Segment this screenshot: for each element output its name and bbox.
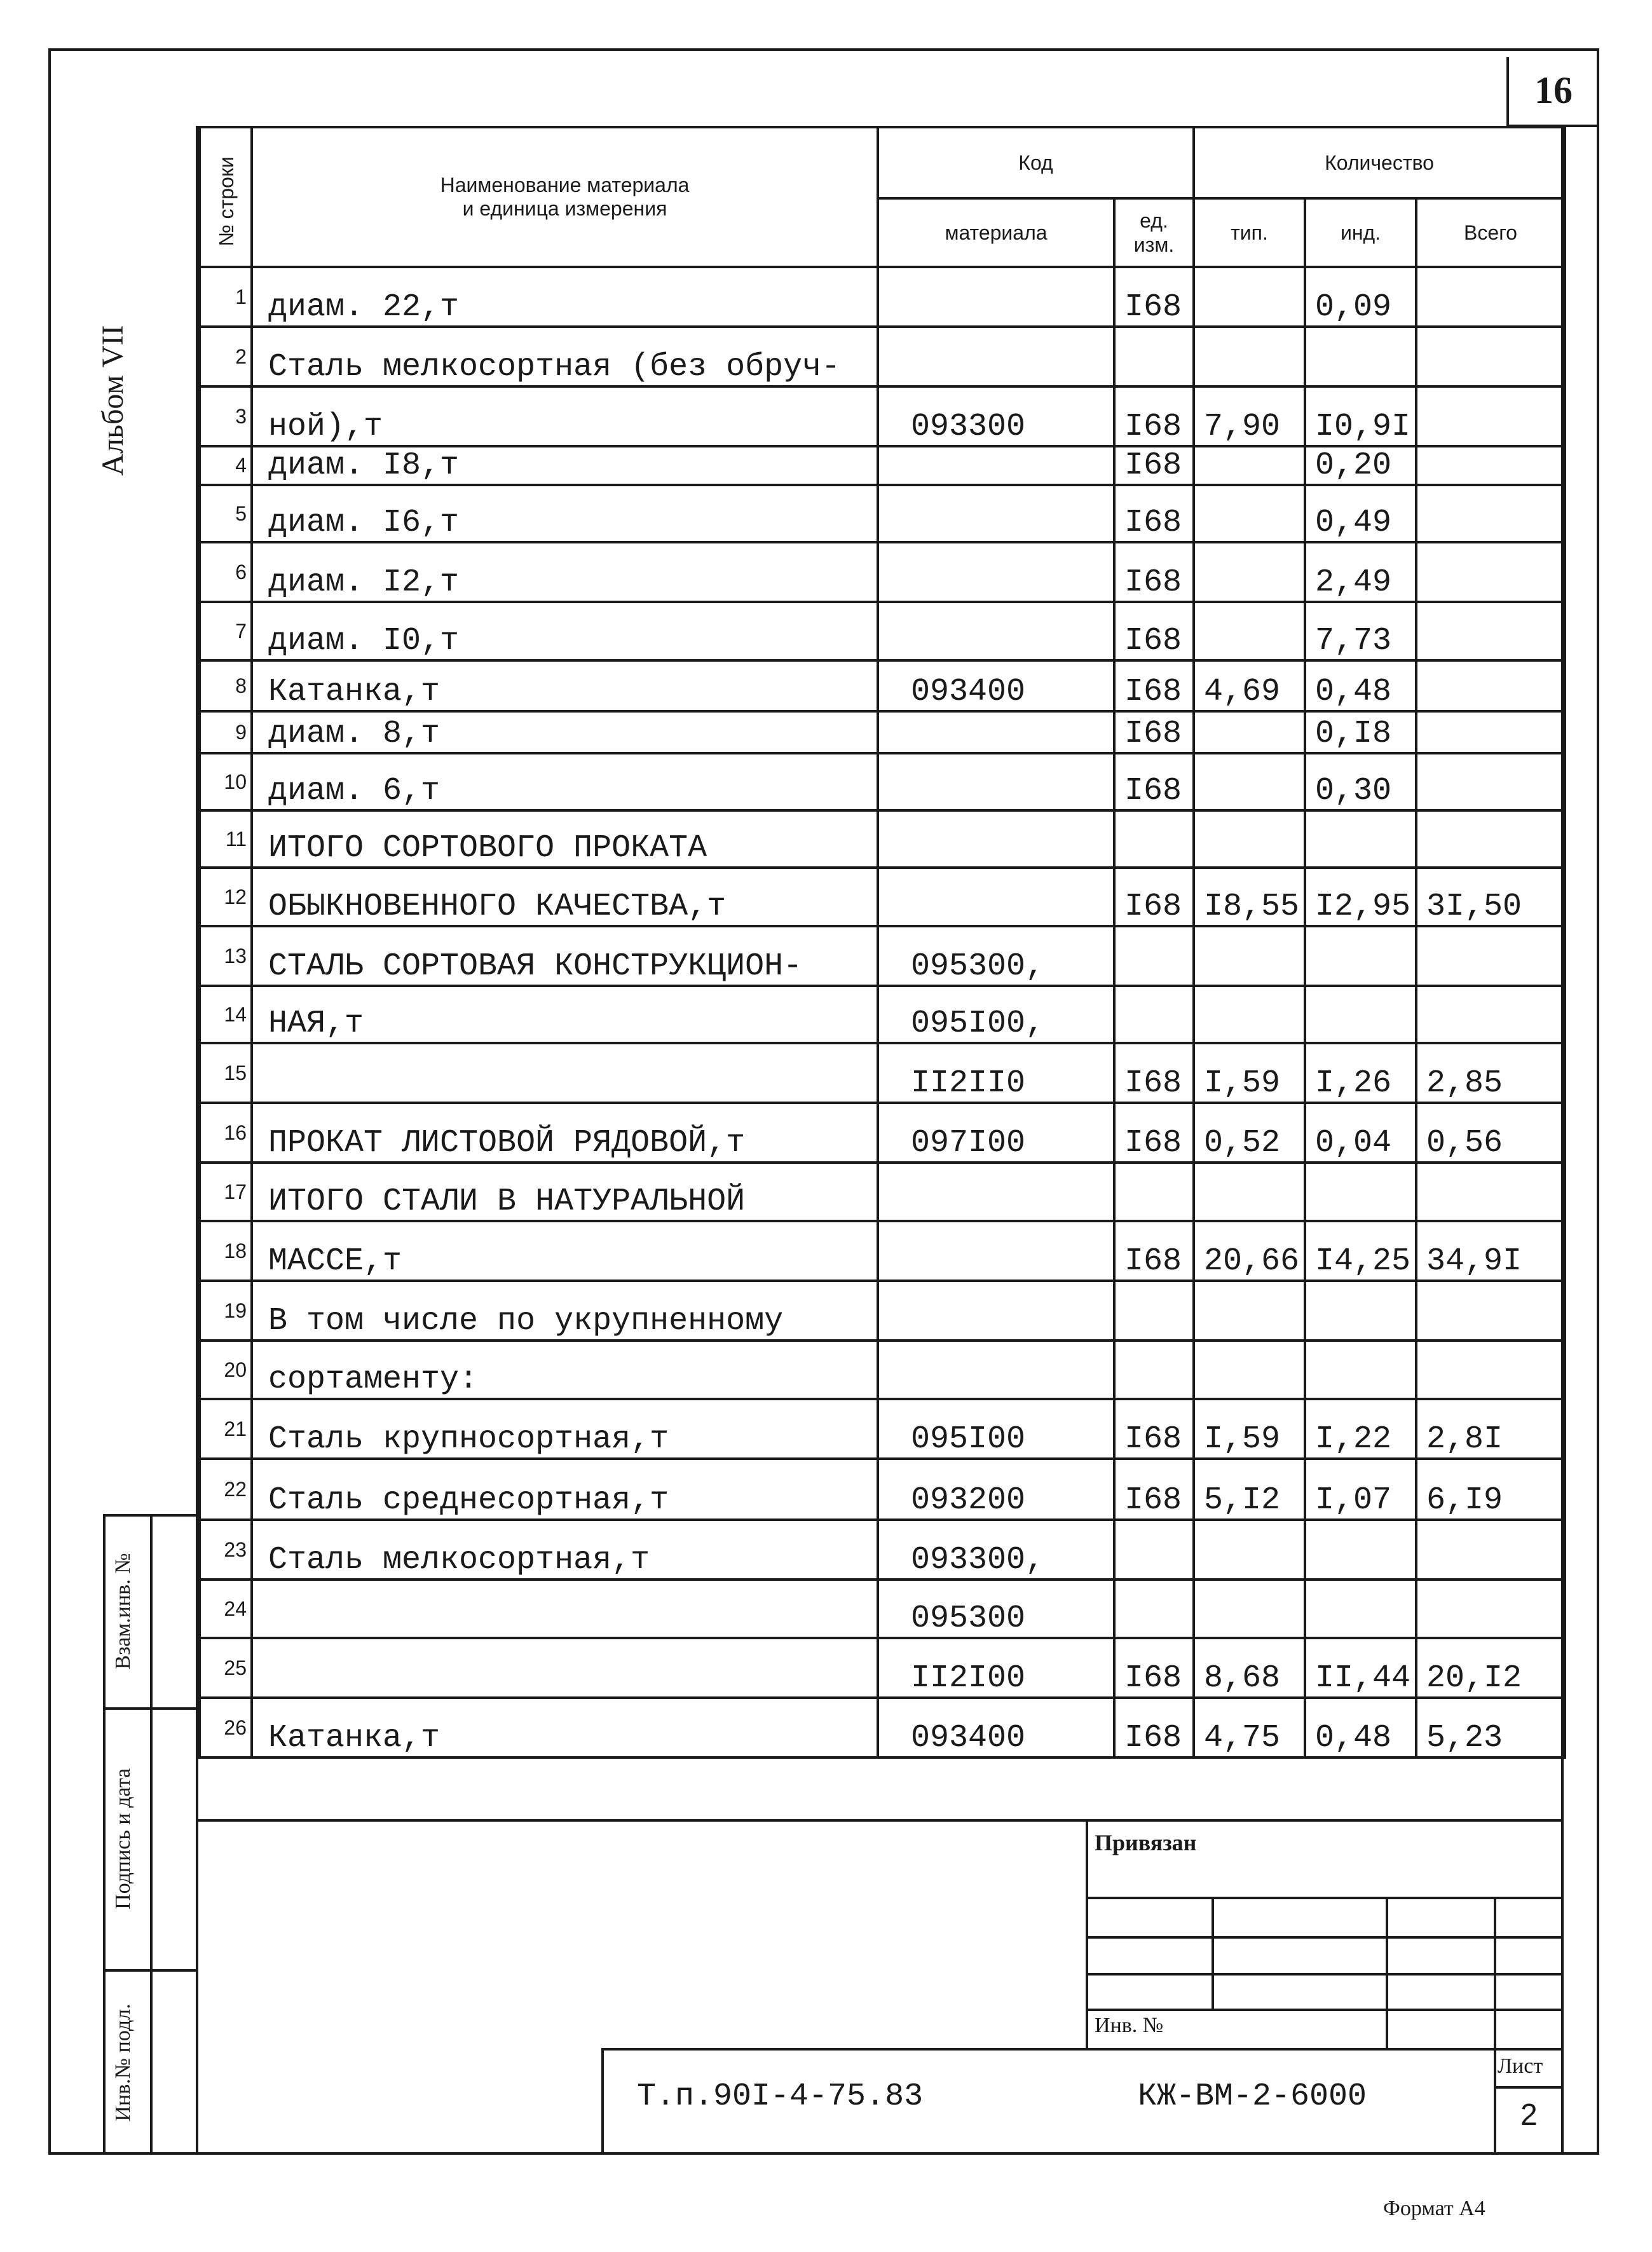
- row-total: 2,8I: [1416, 1399, 1565, 1459]
- row-number: 22: [200, 1459, 252, 1520]
- header-typ: тип.: [1194, 198, 1305, 267]
- row-unit: I68: [1114, 1459, 1194, 1520]
- project-code: Т.п.90I-4-75.83: [637, 2078, 924, 2115]
- row-typ: [1194, 1163, 1305, 1221]
- row-total: [1416, 386, 1565, 446]
- row-total: [1416, 446, 1565, 485]
- row-total: [1416, 926, 1565, 986]
- row-typ: 4,75: [1194, 1698, 1305, 1757]
- row-code: [878, 810, 1114, 868]
- table-row: [200, 1341, 1565, 1399]
- title-block-sheet-left: [1494, 2048, 1496, 2155]
- row-code: 095300,: [878, 926, 1114, 986]
- row-typ: [1194, 810, 1305, 868]
- row-total: 2,85: [1416, 1043, 1565, 1103]
- row-code: [878, 542, 1114, 602]
- row-code: [878, 1281, 1114, 1341]
- row-code: 093400: [878, 660, 1114, 711]
- row-ind: [1305, 810, 1416, 868]
- row-ind: [1305, 1281, 1416, 1341]
- title-block-top: [601, 2048, 1564, 2051]
- header-quantity: Количество: [1194, 127, 1565, 198]
- table-row: [200, 1163, 1565, 1221]
- row-unit: I68: [1114, 1399, 1194, 1459]
- row-total: [1416, 810, 1565, 868]
- row-number: 2: [200, 327, 252, 386]
- table-row: [200, 1221, 1565, 1281]
- row-number: 13: [200, 926, 252, 986]
- row-typ: [1194, 1341, 1305, 1399]
- row-code: 093400: [878, 1698, 1114, 1757]
- row-name: [252, 1638, 878, 1698]
- row-ind: 0,30: [1305, 753, 1416, 810]
- row-unit: [1114, 1520, 1194, 1580]
- row-number: 23: [200, 1520, 252, 1580]
- row-code: [878, 1341, 1114, 1399]
- header-ind: инд.: [1305, 198, 1416, 267]
- row-name: В том числе по укрупненному: [252, 1281, 878, 1341]
- table-row: [200, 327, 1565, 386]
- row-ind: 0,48: [1305, 660, 1416, 711]
- row-unit: [1114, 1341, 1194, 1399]
- row-number: 10: [200, 753, 252, 810]
- row-number: 18: [200, 1221, 252, 1281]
- row-ind: [1305, 986, 1416, 1043]
- row-number: 15: [200, 1043, 252, 1103]
- side-stamp-div1: [103, 1707, 198, 1710]
- row-name: диам. I8,т: [252, 446, 878, 485]
- row-typ: 5,I2: [1194, 1459, 1305, 1520]
- row-number: 16: [200, 1103, 252, 1163]
- row-name: Сталь мелкосортная (без обруч-: [252, 327, 878, 386]
- table-row: [200, 753, 1565, 810]
- table-row: [200, 1698, 1565, 1757]
- row-ind: 0,09: [1305, 267, 1416, 327]
- row-typ: [1194, 1281, 1305, 1341]
- table-row: [200, 660, 1565, 711]
- table-row: [200, 542, 1565, 602]
- row-total: [1416, 267, 1565, 327]
- stamp-top-line: [196, 1819, 1564, 1822]
- row-name: диам. 6,т: [252, 753, 878, 810]
- row-number: 7: [200, 602, 252, 660]
- row-ind: [1305, 1341, 1416, 1399]
- row-total: [1416, 1520, 1565, 1580]
- header-row-no-cell: [200, 127, 252, 267]
- row-typ: 4,69: [1194, 660, 1305, 711]
- stamp-grid-v3: [1494, 1897, 1496, 2051]
- row-code: 095I00: [878, 1399, 1114, 1459]
- row-code: [878, 602, 1114, 660]
- table-body: [200, 267, 1565, 1757]
- row-unit: I68: [1114, 868, 1194, 926]
- row-ind: [1305, 926, 1416, 986]
- row-total: [1416, 327, 1565, 386]
- row-unit: I68: [1114, 1698, 1194, 1757]
- row-total: [1416, 660, 1565, 711]
- row-number: 9: [200, 711, 252, 753]
- row-unit: [1114, 1163, 1194, 1221]
- row-number: 20: [200, 1341, 252, 1399]
- row-name: диам. 8,т: [252, 711, 878, 753]
- row-ind: I4,25: [1305, 1221, 1416, 1281]
- row-name: диам. I2,т: [252, 542, 878, 602]
- row-code: [878, 1163, 1114, 1221]
- table-row: [200, 485, 1565, 542]
- table-row: [200, 986, 1565, 1043]
- row-typ: [1194, 986, 1305, 1043]
- row-name: МАССЕ,т: [252, 1221, 878, 1281]
- row-total: 5,23: [1416, 1698, 1565, 1757]
- row-number: 5: [200, 485, 252, 542]
- row-code: [878, 753, 1114, 810]
- row-ind: I2,95: [1305, 868, 1416, 926]
- table-row: [200, 1103, 1565, 1163]
- table-row: [200, 1399, 1565, 1459]
- row-ind: [1305, 1520, 1416, 1580]
- row-name: Сталь среднесортная,т: [252, 1459, 878, 1520]
- row-typ: [1194, 485, 1305, 542]
- row-code: II2II0: [878, 1043, 1114, 1103]
- side-stamp-left: [103, 1514, 106, 2155]
- sheet-number: 16: [1506, 57, 1598, 127]
- row-code: [878, 267, 1114, 327]
- stamp-grid-h3: [1086, 1973, 1564, 1976]
- row-unit: [1114, 986, 1194, 1043]
- row-typ: I8,55: [1194, 868, 1305, 926]
- row-code: [878, 1221, 1114, 1281]
- row-total: 6,I9: [1416, 1459, 1565, 1520]
- table-row: [200, 446, 1565, 485]
- header-code-material: материала: [878, 198, 1114, 267]
- row-unit: I68: [1114, 660, 1194, 711]
- row-typ: 0,52: [1194, 1103, 1305, 1163]
- row-ind: 7,73: [1305, 602, 1416, 660]
- row-total: 0,56: [1416, 1103, 1565, 1163]
- header-code: Код: [878, 127, 1194, 198]
- row-name: СТАЛЬ СОРТОВАЯ КОНСТРУКЦИОН-: [252, 926, 878, 986]
- row-name: ИТОГО СОРТОВОГО ПРОКАТА: [252, 810, 878, 868]
- stamp-grid-h2: [1086, 1936, 1564, 1939]
- stamp-bound-left: [1086, 1819, 1088, 2051]
- header-total: Всего: [1416, 198, 1565, 267]
- row-unit: I68: [1114, 485, 1194, 542]
- row-name: НАЯ,т: [252, 986, 878, 1043]
- row-unit: I68: [1114, 602, 1194, 660]
- row-ind: 0,I8: [1305, 711, 1416, 753]
- row-ind: 0,49: [1305, 485, 1416, 542]
- row-unit: I68: [1114, 542, 1194, 602]
- row-name: Катанка,т: [252, 1698, 878, 1757]
- row-typ: [1194, 753, 1305, 810]
- header-unit-line1: ед.: [1140, 209, 1168, 232]
- row-total: [1416, 1163, 1565, 1221]
- row-total: 3I,50: [1416, 868, 1565, 926]
- side-stamp-div2: [103, 1969, 198, 1972]
- row-typ: [1194, 1580, 1305, 1638]
- row-ind: I,26: [1305, 1043, 1416, 1103]
- header-unit-cell: [1114, 198, 1194, 267]
- row-unit: I68: [1114, 267, 1194, 327]
- row-unit: I68: [1114, 1221, 1194, 1281]
- stamp-grid-v1: [1212, 1897, 1214, 2009]
- row-typ: [1194, 1520, 1305, 1580]
- row-ind: II,44: [1305, 1638, 1416, 1698]
- row-code: 093200: [878, 1459, 1114, 1520]
- row-code: [878, 327, 1114, 386]
- row-code: II2I00: [878, 1638, 1114, 1698]
- row-total: [1416, 753, 1565, 810]
- row-name: ПРОКАТ ЛИСТОВОЙ РЯДОВОЙ,т: [252, 1103, 878, 1163]
- row-ind: 0,48: [1305, 1698, 1416, 1757]
- table-row: [200, 602, 1565, 660]
- row-code: 093300,: [878, 1520, 1114, 1580]
- table-row: [200, 810, 1565, 868]
- row-code: 093300: [878, 386, 1114, 446]
- row-unit: I68: [1114, 386, 1194, 446]
- row-number: 8: [200, 660, 252, 711]
- row-name: [252, 1043, 878, 1103]
- row-total: 34,9I: [1416, 1221, 1565, 1281]
- sheet-label: Лист: [1498, 2054, 1543, 2078]
- row-number: 21: [200, 1399, 252, 1459]
- format-label: Формат А4: [1383, 2197, 1485, 2220]
- table-row: [200, 926, 1565, 986]
- row-number: 24: [200, 1580, 252, 1638]
- side-inv-orig: Инв.№ подл.: [111, 2003, 135, 2122]
- sheet-value: 2: [1520, 2098, 1538, 2132]
- stamp-grid-h4: [1086, 2009, 1564, 2011]
- row-ind: [1305, 1163, 1416, 1221]
- row-name: Сталь крупносортная,т: [252, 1399, 878, 1459]
- row-total: [1416, 986, 1565, 1043]
- table-row: [200, 1281, 1565, 1341]
- row-number: 3: [200, 386, 252, 446]
- side-replace-inv: Взам.инв. №: [111, 1553, 135, 1670]
- row-code: [878, 485, 1114, 542]
- row-unit: [1114, 1580, 1194, 1638]
- table-row: [200, 711, 1565, 753]
- row-number: 6: [200, 542, 252, 602]
- header-unit-line2: изм.: [1133, 233, 1175, 256]
- title-block-sheet-div: [1494, 2086, 1564, 2089]
- header-name-cell: [252, 127, 878, 267]
- row-ind: I,22: [1305, 1399, 1416, 1459]
- row-unit: [1114, 1281, 1194, 1341]
- row-typ: 8,68: [1194, 1638, 1305, 1698]
- spec-table: [198, 126, 1566, 1759]
- row-number: 25: [200, 1638, 252, 1698]
- album-label: Альбом VII: [96, 325, 130, 476]
- header-name-line2: и единица измерения: [462, 197, 667, 220]
- title-block-left: [601, 2048, 604, 2155]
- row-code: [878, 446, 1114, 485]
- header-row-no: № строки: [215, 156, 238, 247]
- side-sign-date: Подпись и дата: [111, 1768, 135, 1909]
- row-total: [1416, 485, 1565, 542]
- table-row: [200, 386, 1565, 446]
- row-unit: I68: [1114, 1103, 1194, 1163]
- stamp-grid-h1: [1086, 1897, 1564, 1899]
- row-number: 26: [200, 1698, 252, 1757]
- row-typ: [1194, 926, 1305, 986]
- row-ind: 0,04: [1305, 1103, 1416, 1163]
- row-number: 17: [200, 1163, 252, 1221]
- row-name: диам. I6,т: [252, 485, 878, 542]
- row-typ: 7,90: [1194, 386, 1305, 446]
- row-typ: [1194, 267, 1305, 327]
- row-name: диам. 22,т: [252, 267, 878, 327]
- row-unit: I68: [1114, 753, 1194, 810]
- row-total: [1416, 1580, 1565, 1638]
- row-typ: [1194, 542, 1305, 602]
- row-code: 097I00: [878, 1103, 1114, 1163]
- row-typ: [1194, 711, 1305, 753]
- row-total: [1416, 602, 1565, 660]
- row-number: 4: [200, 446, 252, 485]
- row-typ: [1194, 446, 1305, 485]
- side-stamp-mid: [150, 1514, 153, 2155]
- row-name: Катанка,т: [252, 660, 878, 711]
- row-total: [1416, 542, 1565, 602]
- row-ind: [1305, 1580, 1416, 1638]
- table-row: [200, 1580, 1565, 1638]
- row-unit: I68: [1114, 1043, 1194, 1103]
- row-name: ной),т: [252, 386, 878, 446]
- row-code: [878, 868, 1114, 926]
- row-code: [878, 711, 1114, 753]
- row-name: ОБЫКНОВЕННОГО КАЧЕСТВА,т: [252, 868, 878, 926]
- row-number: 11: [200, 810, 252, 868]
- row-unit: I68: [1114, 446, 1194, 485]
- row-typ: [1194, 602, 1305, 660]
- row-ind: I,07: [1305, 1459, 1416, 1520]
- table-row: [200, 1520, 1565, 1580]
- row-ind: [1305, 327, 1416, 386]
- row-number: 19: [200, 1281, 252, 1341]
- table-row: [200, 267, 1565, 327]
- side-stamp-bottom: [103, 2152, 198, 2155]
- header-name-line1: Наименование материала: [440, 174, 690, 196]
- row-total: [1416, 711, 1565, 753]
- row-name: [252, 1580, 878, 1638]
- row-ind: 0,20: [1305, 446, 1416, 485]
- row-name: Сталь мелкосортная,т: [252, 1520, 878, 1580]
- row-code: 095300: [878, 1580, 1114, 1638]
- row-total: 20,I2: [1416, 1638, 1565, 1698]
- row-total: [1416, 1341, 1565, 1399]
- row-number: 12: [200, 868, 252, 926]
- row-unit: [1114, 926, 1194, 986]
- row-unit: I68: [1114, 1638, 1194, 1698]
- row-number: 1: [200, 267, 252, 327]
- row-name: ИТОГО СТАЛИ В НАТУРАЛЬНОЙ: [252, 1163, 878, 1221]
- table-row: [200, 1043, 1565, 1103]
- stamp-grid-v2: [1386, 1897, 1388, 2051]
- row-unit: [1114, 810, 1194, 868]
- table-row: [200, 1638, 1565, 1698]
- table-row: [200, 868, 1565, 926]
- stamp-bound: Привязан: [1095, 1830, 1197, 1855]
- stamp-inv-no: Инв. №: [1095, 2014, 1164, 2037]
- row-total: [1416, 1281, 1565, 1341]
- row-unit: I68: [1114, 711, 1194, 753]
- row-typ: 20,66: [1194, 1221, 1305, 1281]
- row-name: диам. I0,т: [252, 602, 878, 660]
- row-typ: [1194, 327, 1305, 386]
- row-code: 095I00,: [878, 986, 1114, 1043]
- table-row: [200, 1459, 1565, 1520]
- row-typ: I,59: [1194, 1043, 1305, 1103]
- row-number: 14: [200, 986, 252, 1043]
- row-name: сортаменту:: [252, 1341, 878, 1399]
- row-typ: I,59: [1194, 1399, 1305, 1459]
- row-ind: I0,9I: [1305, 386, 1416, 446]
- row-unit: [1114, 327, 1194, 386]
- row-ind: 2,49: [1305, 542, 1416, 602]
- doc-code: КЖ-ВМ-2-6000: [1138, 2078, 1367, 2115]
